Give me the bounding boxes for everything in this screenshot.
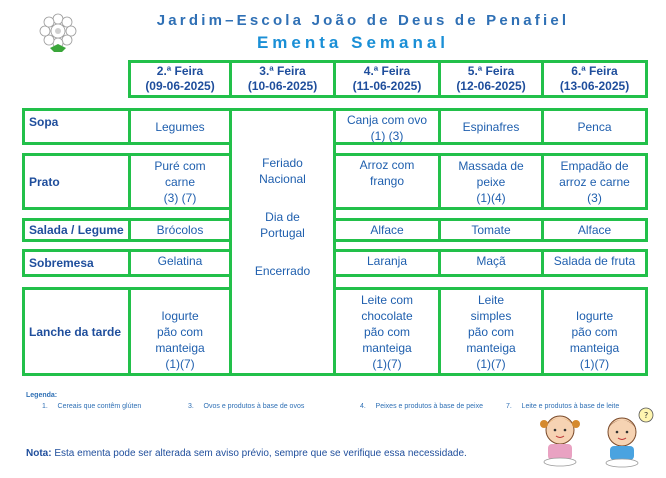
cell-prato-mon: Puré com carne (3) (7) [128, 153, 232, 210]
cell-prato-wed: Arroz com frango [333, 153, 441, 210]
cell-lanche-thu: Leite simples pão com manteiga (1)(7) [438, 287, 544, 376]
svg-text:?: ? [644, 411, 649, 420]
header-day-mon: 2.ª Feira (09-06-2025) [128, 60, 232, 98]
school-name: Jardim–Escola João de Deus de Penafiel [156, 12, 570, 29]
cell-salada-mon: Brócolos [128, 218, 232, 242]
row-label-sopa: Sopa [22, 108, 131, 145]
cell-sobremesa-wed: Laranja [333, 249, 441, 277]
row-label-lanche: Lanche da tarde [22, 287, 131, 376]
children-eating-illustration [528, 406, 658, 474]
cell-salada-thu: Tomate [438, 218, 544, 242]
page-title: Ementa Semanal [256, 33, 450, 52]
cell-salada-fri: Alface [541, 218, 648, 242]
header-day-thu: 5.ª Feira (12-06-2025) [438, 60, 544, 98]
cell-prato-fri: Empadão de arroz e carne (3) [541, 153, 648, 210]
row-label-sobremesa: Sobremesa [22, 249, 131, 277]
cell-sopa-thu: Espinafres [438, 108, 544, 145]
legend-item-1: 1. Cereais que contêm glúten [42, 403, 142, 410]
cell-lanche-wed: Leite com chocolate pão com manteiga (1)(7) [333, 287, 441, 376]
cell-sopa-fri: Penca [541, 108, 648, 145]
footnote-text: Esta ementa pode ser alterada sem aviso prévio, sempre que se verifique essa necessidade. [51, 448, 467, 459]
row-label-salada: Salada / Legume [22, 218, 131, 242]
row-label-prato: Prato [22, 153, 131, 210]
header-day-fri: 6.ª Feira (13-06-2025) [541, 60, 648, 98]
cell-prato-thu: Massada de peixe (1)(4) [438, 153, 544, 210]
cell-lanche-fri: Iogurte pão com manteiga (1)(7) [541, 287, 648, 376]
cell-sopa-mon: Legumes [128, 108, 232, 145]
legend-item-4: 4. Peixes e produtos à base de peixe [360, 403, 483, 410]
cell-sobremesa-thu: Maçã [438, 249, 544, 277]
cell-lanche-mon: Iogurte pão com manteiga (1)(7) [128, 287, 232, 376]
legend-item-7: 7. Leite e produtos à base de leite [506, 403, 620, 410]
legend-item-3: 3. Ovos e produtos à base de ovos [188, 403, 305, 410]
holiday-column: Feriado Nacional Dia de Portugal Encerrado [229, 108, 336, 376]
cell-sobremesa-fri: Salada de fruta [541, 249, 648, 277]
header-day-tue: 3.ª Feira (10-06-2025) [229, 60, 336, 98]
legend-title: Legenda: [26, 392, 58, 399]
header-day-wed: 4.ª Feira (11-06-2025) [333, 60, 441, 98]
cell-salada-wed: Alface [333, 218, 441, 242]
cell-sopa-wed: Canja com ovo (1) (3) [333, 108, 441, 145]
footnote [26, 448, 467, 459]
cell-sobremesa-mon: Gelatina [128, 249, 232, 277]
footnote-label: Nota: [26, 448, 52, 459]
